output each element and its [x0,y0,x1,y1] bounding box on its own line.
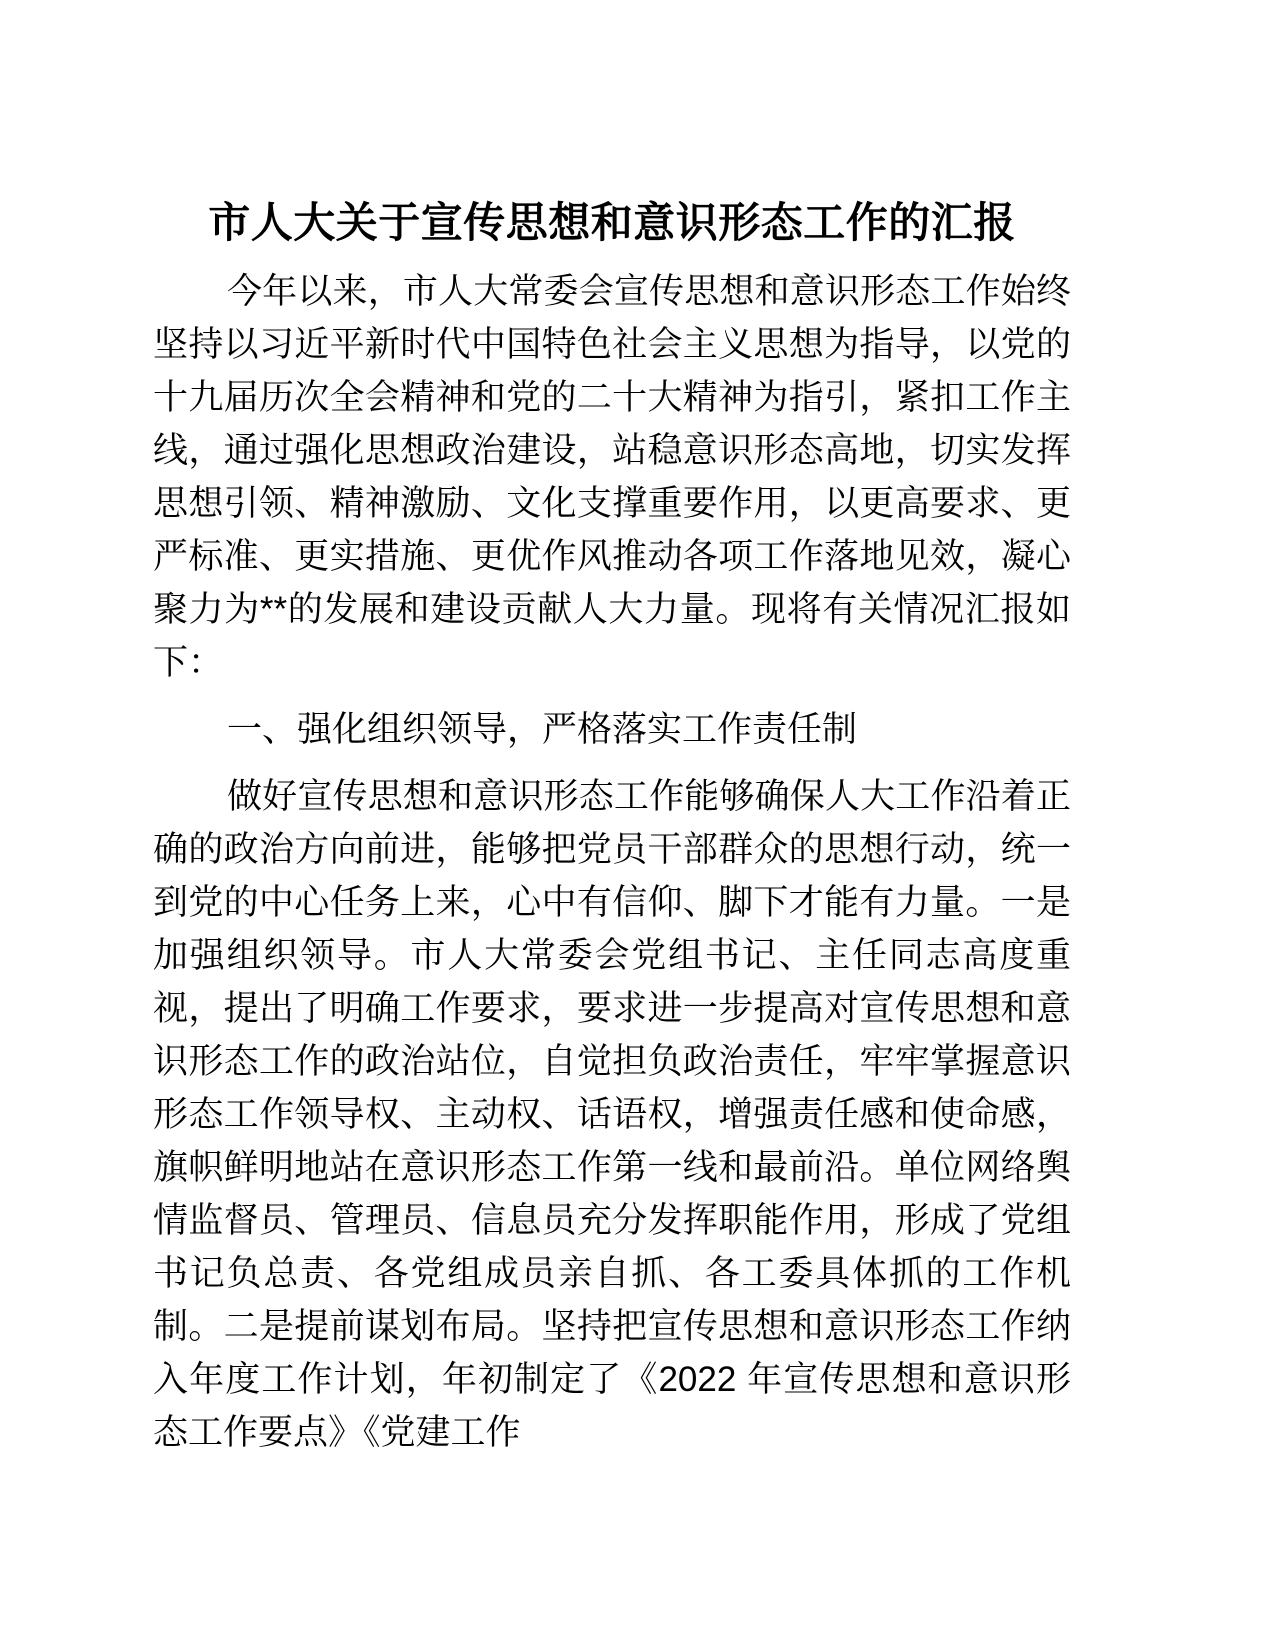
page-title: 市人大关于宣传思想和意识形态工作的汇报 [208,199,1016,246]
paragraph-section-one-body: 做好宣传思想和意识形态工作能够确保人大工作沿着正确的政治方向前进，能够把党员干部群众的思想行动，统一到党的中心任务上来，心中有信仰、脚下才能有力量。一是加强组织领导。市人大常委会党组书记、主任同志高度重视，提出了明确工作要求，要求进一步提高对宣传思想和意识形态工作的政治站位，自觉担负政治责任，牢牢掌握意识形态工作领导权、主动权、话语权，增强责任感和使命感，旗帜鲜明地站在意识形态工作第一线和最前沿。单位网络舆情监督员、管理员、信息员充分发挥职能作用，形成了党组书记负总责、各党组成员亲自抓、各工委具体抓的工作机制。二是提前谋划布局。坚持把宣传思想和意识形态工作纳入年度工作计划，年初制定了《2022 年宣传思想和意识形态工作要点》《党建工作 [153,776,1071,1452]
section-heading-one: 一、强化组织领导，严格落实工作责任制 [227,709,858,749]
paragraph-opening: 今年以来，市人大常委会宣传思想和意识形态工作始终坚持以习近平新时代中国特色社会主义思想为指导，以党的十九届历次全会精神和党的二十大精神为指引，紧扣工作主线，通过强化思想政治建设，站稳意识形态高地，切实发挥思想引领、精神激励、文化支撑重要作用，以更高要求、更严标准、更实措施、更优作风推动各项工作落地见效，凝心聚力为**的发展和建设贡献人大力量。现将有关情况汇报如下： [153,271,1071,682]
document-content [153,196,1071,1459]
